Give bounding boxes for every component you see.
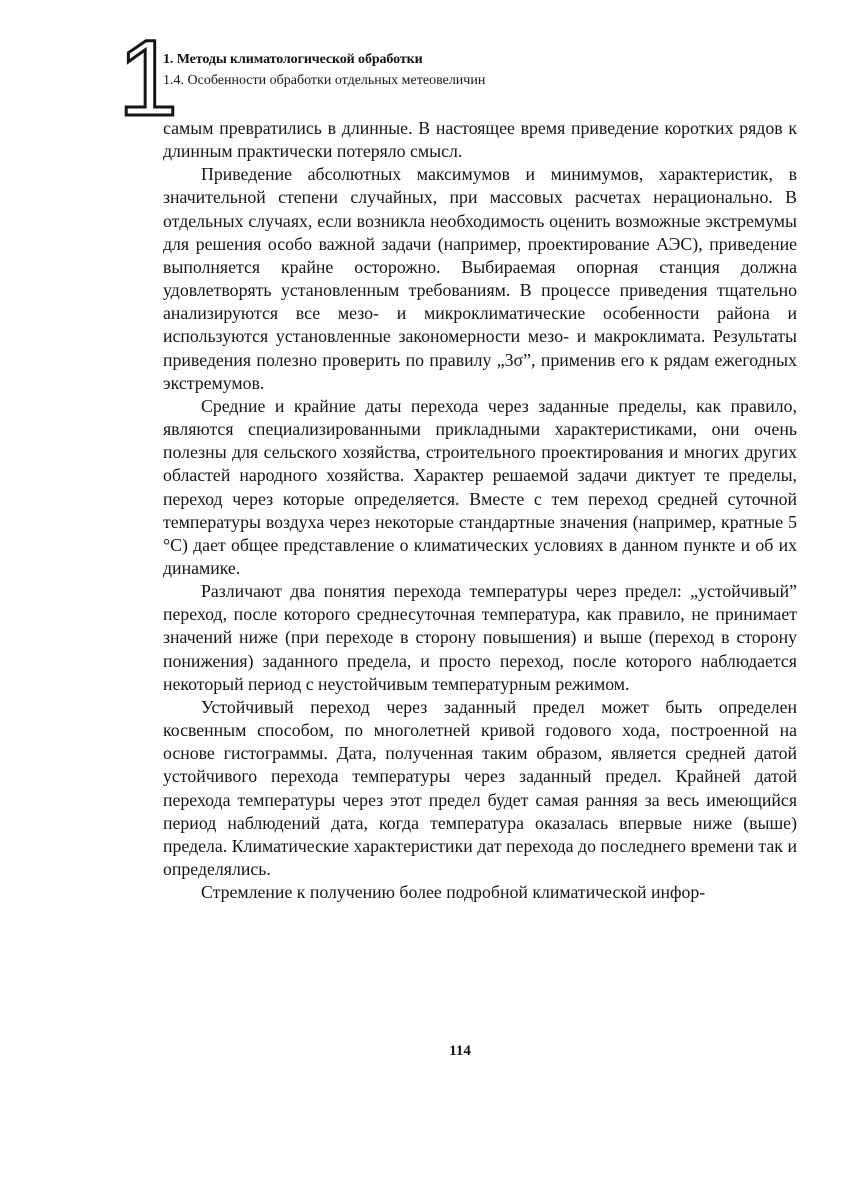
paragraph: Средние и крайние даты перехода через заданные пределы, как правило, являются специализированными прикладными характеристиками, они очень полезны для сельского хозяйства, строительного проектирования и многих других областей народного хозяйства. Характер решаемой задачи диктует те пределы, переход через которые определяется. Вместе с тем переход средней суточной температуры воздуха через некоторые стандартные значения (например, кратные 5 °С) дает общее представление о климатических условиях в данном пункте и об их динамике.: [163, 395, 797, 578]
paragraph: Стремление к получению более подробной климатической инфор-: [201, 882, 706, 903]
section-title: 1.4. Особенности обработки отдельных метеовеличин: [163, 73, 486, 88]
body-text: [163, 117, 797, 904]
chapter-title: 1. Методы климатологической обработки: [163, 52, 423, 67]
paragraph: Приведение абсолютных максимумов и минимумов, характеристик, в значительной степени случайных, при массовых расчетах нерационально. В отдельных случаях, если возникла необходимость оценить возможные экстремумы для решения особо важной задачи (например, проектирование АЭС), приведение выполняется крайне осторожно. Выбираемая опорная станция должна удовлетворять установленным требованиям. В процессе приведения тщательно анализируются все мезо- и микроклиматические особенности района и используются установленные закономерности мезо- и макроклимата. Результаты приведения полезно проверить по правилу „3σ”, применив его к рядам ежегодных экстремумов.: [163, 164, 797, 393]
running-header: [163, 50, 783, 92]
chapter-number: 1: [118, 17, 179, 138]
paragraph: Устойчивый переход через заданный предел может быть определен косвенным способом, по многолетней кривой годового хода, построенной на основе гистограммы. Дата, полученная таким образом, является средней датой устойчивого перехода температуры через заданный предел. Крайней датой перехода температуры через этот предел будет самая ранняя за весь имеющийся период наблюдений дата, когда температура оказалась впервые ниже (выше) предела. Климатические характеристики дат перехода до последнего времени так и определялись.: [163, 696, 797, 879]
page-number: 114: [449, 1043, 471, 1059]
paragraph: Различают два понятия перехода температуры через предел: „устойчивый” переход, после которого среднесуточная температура, как правило, не принимает значений ниже (при переходе в сторону повышения) и выше (переход в сторону понижения) заданного предела, и просто переход, после которого наблюдается некоторый период с неустойчивым температурным режимом.: [163, 581, 797, 694]
paragraph: самым превратились в длинные. В настоящее время приведение коротких рядов к длинным практически потеряло смысл.: [163, 118, 797, 162]
